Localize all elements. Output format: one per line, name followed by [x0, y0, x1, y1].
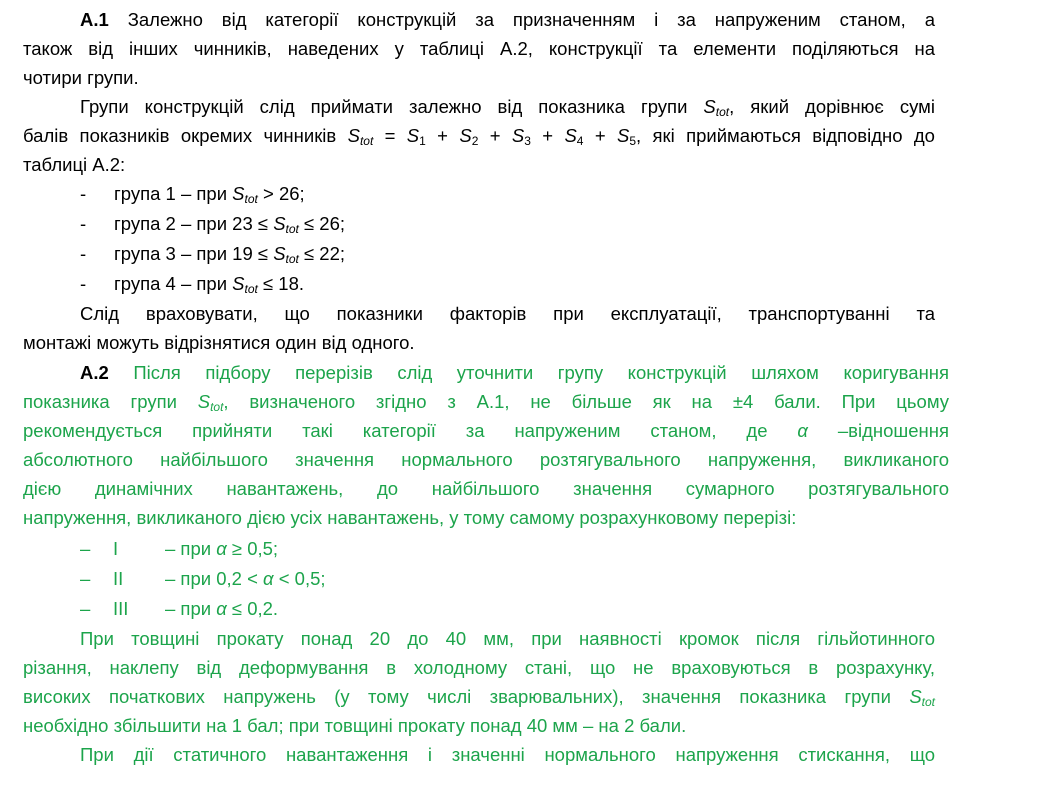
- a2-p3-line-1: При дії статичного навантаження і значенні нормального напруження стискання, що: [80, 744, 935, 765]
- list-item-category-2: – II – при 0,2 < α < 0,5;: [80, 568, 326, 589]
- a2-p2-line-2: різання, наклепу від деформування в холодному стані, що не враховуються в розрахунку,: [23, 657, 935, 678]
- a1-p2-line-1: Групи конструкцій слід приймати залежно від показника групи $S_{tot}$, який дорівнює сумі: [80, 96, 935, 119]
- a1-p3-line-2: монтажі можуть відрізнятися один від одного.: [23, 332, 415, 353]
- list-item-category-1: – I – при α ≥ 0,5;: [80, 538, 279, 559]
- list-item-group-2: - група 2 – при $23 \le S_{tot} \le 26$;: [80, 213, 346, 236]
- a1-p2-line-3: таблиці А.2:: [23, 154, 126, 175]
- a2-line-3: рекомендується прийняти такі категорії за напруженим станом, де α –відношення: [23, 420, 950, 441]
- a1-line-2: також від інших чинників, наведених у таблиці А.2, конструкції та елементи поділяються на: [23, 38, 935, 59]
- a1-line-3: чотири групи.: [23, 67, 139, 88]
- list-item-group-4: - група 4 – при $S_{tot} \le 18$.: [80, 273, 305, 296]
- a1-p3-line-1: Слід враховувати, що показники факторів при експлуатації, транспортуванні та: [80, 303, 935, 324]
- a2-p2-line-4: необхідно збільшити на 1 бал; при товщині прокату понад 40 мм – на 2 бали.: [23, 715, 687, 736]
- a1-p2-line-2: балів показників окремих чинників $S_{tot} = S_1 + S_2 + S_3 + S_4 + S_5$, які приймаються відповідно до: [23, 125, 935, 148]
- a1-line-1: А.1 Залежно від категорії конструкцій за призначенням і за напруженим станом, а: [80, 9, 935, 30]
- a2-line-5: дією динамічних навантажень, до найбільшого значення сумарного розтягувального: [23, 478, 949, 499]
- section-label-a1: А.1: [80, 9, 109, 30]
- list-item-group-1: - група 1 – при $S_{tot} > 26$;: [80, 183, 305, 206]
- a2-line-2: показника групи $S_{tot}$, визначеного згідно з А.1, не більше як на ±4 бали. При цьому: [23, 391, 949, 414]
- section-label-a2: А.2: [80, 362, 109, 383]
- list-item-group-3: - група 3 – при $19 \le S_{tot} \le 22$;: [80, 243, 346, 266]
- a2-line-6: напруження, викликаного дією усіх навантажень, у тому самому розрахунковому перерізі:: [23, 507, 797, 528]
- list-item-category-3: – III – при α ≤ 0,2.: [80, 598, 279, 619]
- a2-line-1: А.2 Після підбору перерізів слід уточнити групу конструкцій шляхом коригування: [80, 362, 950, 383]
- a2-p2-line-1: При товщині прокату понад 20 до 40 мм, при наявності кромок після гільйотинного: [80, 628, 935, 649]
- a2-p2-line-3: високих початкових напружень (у тому числі зварювальних), значення показника групи $S_{tot}$: [23, 686, 935, 709]
- a2-line-4: абсолютного найбільшого значення нормального розтягувального напруження, викликаного: [23, 449, 949, 470]
